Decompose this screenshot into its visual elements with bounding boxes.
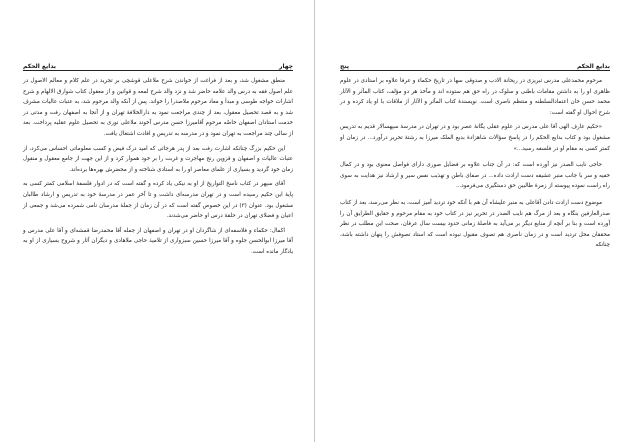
left-running-header bbox=[23, 58, 293, 70]
left-paragraph: اکمال: حکماء و فلاسفه‌ای از شاگردان او در تهران و اصفهان از جمله آقا محمدرضا قمشه‌ای و آقا علی مدرس و آقا میرزا ابوالحسن جلوه و آقا میرزا حسین سبزواری از تلامیذ حاجی ملاهادی و دیگران آثار و شروح بسیاری از او به یادگار مانده است. bbox=[23, 227, 293, 255]
right-paragraph: مرحوم محمدعلی مدرس تبریزی در ریحانة الادب و صدوقی سها در تاریخ حکماء و عرفا علاوه بر استادی در علوم ظاهری او را به داشتن مقامات باطنی و سلوک در راه حق هم ستوده اند و مآخذ هر دو مؤلف، کتاب المآثر و الآثار محمد حسن خان اعتمادالسلطنه و منتظم ناصری است. نویسندهٔ کتاب المآثر و الآثار از ملاقات با او یاد کرده و در شرح احوال او گفته است: bbox=[340, 78, 610, 116]
left-header-title: بدایع الحکم bbox=[23, 63, 57, 70]
right-header-rule bbox=[340, 70, 610, 71]
right-header-title: بدایع الحکم bbox=[576, 63, 610, 70]
left-page-body bbox=[23, 76, 293, 262]
right-header-page-label: پنج bbox=[340, 63, 350, 70]
left-header-page-label: چهار bbox=[279, 63, 293, 70]
left-paragraph: آقای سپهر در کتاب ناسخ التواریخ از او به نیکی یاد کرده و گفته است که در ادوار فلسفهٔ اسلامی کمتر کسی به پایهٔ این حکیم رسیده است و در تهران مدرسه‌ای داشت و تا آخر عمر در مدرسهٔ خود به تدریس و ارشاد طالبان مشغول بود. عنوان (۳) در این خصوص گفته است که در آن زمان از جملهٔ مدرسان نامی شمرده می‌شد و جمعی از اعیان و فضلای تهران در حلقهٔ درس او حاضر می‌شدند. bbox=[23, 181, 293, 220]
right-page-body bbox=[340, 76, 610, 255]
right-paragraph: «حکیم عارف الهی آقا علی مدرس در علوم عقلی یگانهٔ عصر بود و در تهران در مدرسهٔ سپهسالار قدیم به تدریس مشغول بود و کتاب بدایع الحکم را در پاسخ سؤالات شاهزادهٔ بدیع الملک میرزا به رشتهٔ تحریر درآورد... در زمان او کمتر کسی به مقام او در فلسفه رسید...» bbox=[340, 124, 610, 152]
right-paragraph: موضوع دست ارادت دادن آقاعلی به منبر علیشاه آن هم با آنکه خود تردید آمیز است، به نظر می‌رسد، بعد از کتاب صدرالعارفین بنگاه و بعد از مرگ هم نایب الصدر در تحریر نیز در کتاب خود به مقام مرحوم و حقایق الطرایق آن را آورده است و بنا بر آنچه از منابع دیگر بر می‌آید به فاصلهٔ زمانی حدود بیست سال عرفان، صحت این مطلب در نظر محققان محل تردید است و در زمان ناصری هم تصوف مقبول نبوده است که استاد تصوفش را پنهان داشته باشد، چنانکه bbox=[340, 199, 610, 249]
right-page bbox=[315, 0, 630, 442]
right-paragraph: حاجی نایب الصدر نیز آورده است که: در آن جناب علاوه بر فضایل صوری دارای فواصل معنوی بود و در کمال خفیه و سر با جانب منبر عشیقه دست ارادت داده... در صفای باطن و تهذیب نفس سیر و ارشاد نیز هدایت به سوی راه راست نموده پیوسته از زمرهٔ طالبین حق دستگیری می‌فرمود... bbox=[340, 162, 610, 190]
left-header-rule bbox=[23, 70, 293, 71]
left-paragraph: منطق مشغول شد، و بعد از فراغت از خواندن شرح ملاعلی قوشچی بر تجرید در علم کلام و معالم الاصول در علم اصول فقه به درس والد علامه حاضر شد و نزد والد شرح لمعه و قوانین و از معقول کتاب شوارق الالهام و شرح اشارات خواجه طوسی و مبدأ و معاد مرحوم ملاصدرا را خواند. پس از آنکه والد مرحوم شد، به عتبات عالیات مشرف شد و به قصد تحصیل معقول، بعد از چندی مراجعت نمود به دارالخلافهٔ تهران و از آنجا به اصفهان رفت و مدتی در خدمت استادان اصفهان خاصّه مرحوم آقامیرزا حسن مدرس آخوند ملاعلی نوری به تحصیل علوم عقلیه پرداخت. بعد از سالی چند مراجعت به تهران نمود و در مدرسه به تدریس و افادت اشتغال یافت. bbox=[23, 78, 293, 137]
left-paragraph: این حکیم بزرگ چنانکه اشارت رفت بعد از پدر هرجائی که امید درک فیض و کسب معلوماتی احساس می‌کرد، از عتبات عالیات و اصفهان و قزوین رنج مهاجرت و غربت را بر خود هموار کرد و از این جهت از جامع معقول و منقول زمان خود گردید و بسیاری از علمای معاصر او را به استادی شناخته و از محضرش بهره‌ها برده‌اند. bbox=[23, 145, 293, 173]
right-running-header bbox=[340, 58, 610, 70]
